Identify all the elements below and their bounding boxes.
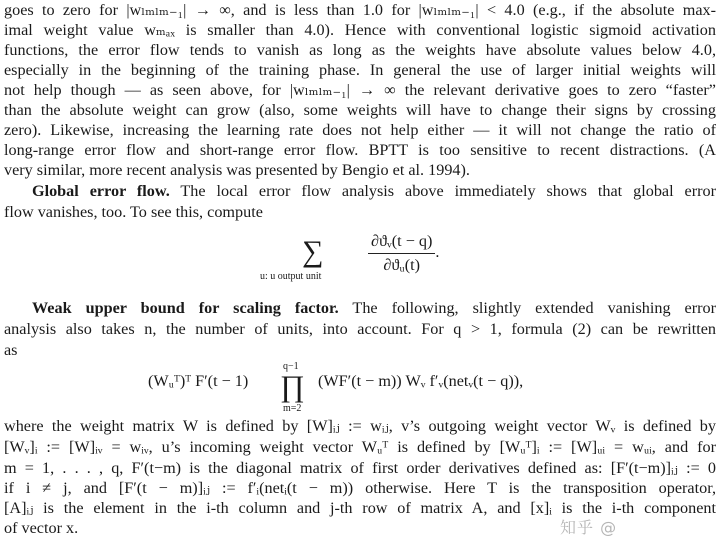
text-line: of vector x.	[4, 519, 79, 537]
denominator: ∂ϑᵤ(t)	[383, 256, 420, 274]
section-heading: Weak upper bound for scaling factor.	[32, 299, 339, 317]
period: .	[435, 243, 440, 262]
text-line	[32, 181, 716, 201]
fraction	[368, 232, 439, 275]
text-span: The local error flow analysis above immediately shows that global error	[169, 182, 716, 200]
text-line: flow vanishes, too. To see this, compute	[4, 203, 263, 221]
text-line: very similar, more recent analysis was presented by Bengio et al. 1994).	[4, 161, 470, 179]
text-span: The following, slightly extended vanishing error	[338, 299, 716, 317]
text-line: goes to zero for |wₗₘₗₘ₋₁| → ∞, and is less than 1.0 for |wₗₘₗₘ₋₁| < 4.0 (e.g., if the absolute max-	[4, 1, 716, 19]
text-line: long-range error flow and short-range error flow. BPTT is too sensitive to recent distractions. (A	[4, 141, 716, 159]
text-line: if i ≠ j, and [F′(t − m)]ᵢⱼ := f′ᵢ(netᵢ(t − m)) otherwise. Here T is the transposition operator,	[4, 479, 716, 497]
text-line: m = 1, . . . , q, F′(t−m) is the diagonal matrix of first order derivatives defined as: [F′(t−m)]ᵢⱼ := 0	[4, 459, 716, 477]
formula-left: (Wᵤᵀ)ᵀ F′(t − 1)	[148, 372, 249, 390]
product-lower: m=2	[283, 403, 302, 414]
sum-subscript: u: u output unit	[260, 271, 322, 282]
text-line: [A]ᵢⱼ is the element in the i-th column and j-th row of matrix A, and [x]ᵢ is the i-th component	[4, 499, 716, 517]
text-line: zero). Likewise, increasing the learning rate does not help either — it will not change the ratio of	[4, 121, 716, 139]
formula-right: (WF′(t − m)) Wᵥ f′ᵥ(netᵥ(t − q)),	[318, 372, 524, 390]
text-line: imal weight value wₘₐₓ is smaller than 4.0). Hence with conventional logistic sigmoid activation	[4, 21, 716, 39]
product-symbol: ∏	[280, 370, 305, 403]
text-line: where the weight matrix W is defined by [W]ᵢⱼ := wᵢⱼ, v’s outgoing weight vector Wᵥ is defined by	[4, 417, 716, 435]
text-line: especially in the beginning of the training phase. In general the use of larger initial weights will	[4, 61, 716, 79]
numerator: ∂ϑᵥ(t − q)	[368, 232, 435, 254]
product-upper: q−1	[283, 361, 299, 372]
section-heading: Global error flow.	[32, 182, 170, 200]
watermark-logo: 知乎 @	[560, 518, 618, 537]
text-line: than the absolute weight can grow (also, some weights will have to change their signs by crossing	[4, 101, 716, 119]
sum-symbol: ∑	[302, 235, 324, 268]
text-line: as	[4, 341, 18, 359]
text-line	[32, 298, 716, 318]
text-line: functions, the error flow tends to vanish as long as the weights have absolute values below 4.0,	[4, 41, 716, 59]
text-line: analysis also takes n, the number of units, into account. For q > 1, formula (2) can be rewritten	[4, 320, 716, 338]
text-line: not help though — as seen above, for |wₗₘₗₘ₋₁| → ∞ the relevant derivative goes to zero “faster”	[4, 81, 716, 99]
text-line: [Wᵥ]ᵢ := [W]ᵢᵥ = wᵢᵥ, u’s incoming weight vector Wᵤᵀ is defined by [Wᵤᵀ]ᵢ := [W]ᵤᵢ = wᵤᵢ, and for	[4, 438, 716, 456]
